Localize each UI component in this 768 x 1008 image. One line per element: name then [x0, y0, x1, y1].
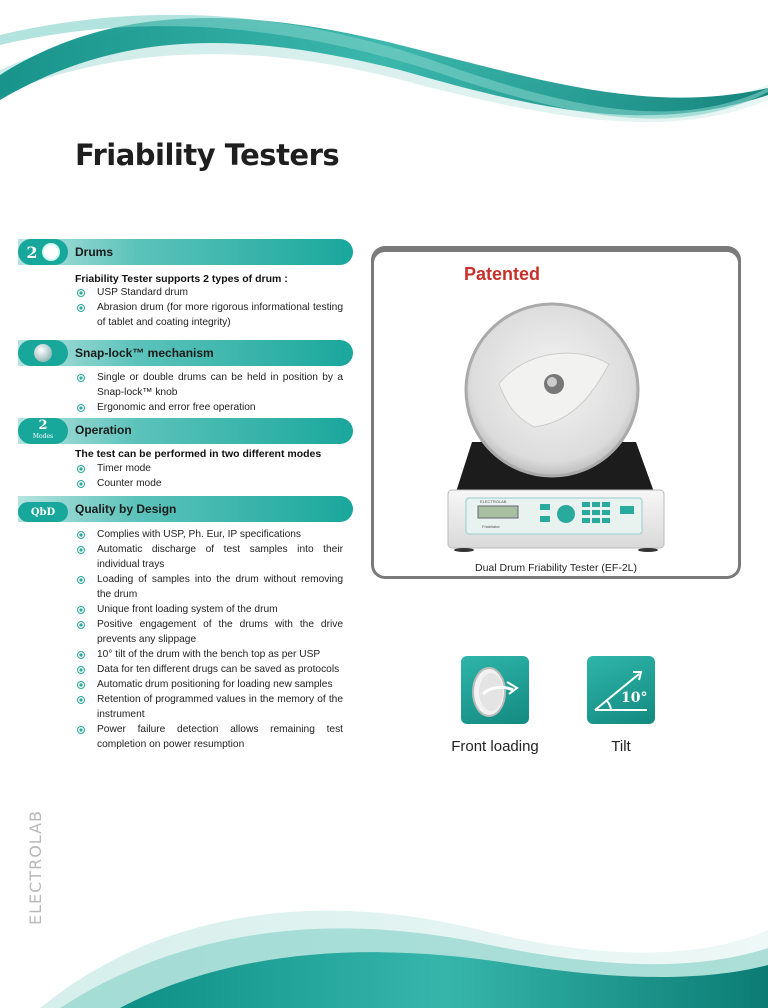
- tilt-degree-label: 10°: [621, 690, 648, 706]
- list-item: Automatic drum positioning for loading new samples: [75, 677, 343, 692]
- tilt-tile: [587, 656, 655, 724]
- product-caption: Dual Drum Friability Tester (EF-2L): [474, 562, 637, 574]
- operation-lead: The test can be performed in two different modes: [75, 448, 322, 460]
- operation-icon-sub: Modes: [32, 433, 54, 440]
- qbd-icon: QbD: [18, 502, 68, 522]
- drums-list: [75, 285, 343, 330]
- list-item: Single or double drums can be held in position by a Snap-lock™ knob: [75, 370, 343, 400]
- top-wave-decoration: [0, 0, 768, 150]
- list-item: Data for ten different drugs can be saved as protocols: [75, 662, 343, 677]
- list-item: Complies with USP, Ph. Eur, IP specifications: [75, 527, 343, 542]
- drums-types-icon: [18, 239, 68, 265]
- list-item: Automatic discharge of test samples into their individual trays: [75, 542, 343, 572]
- tilt-icon: [587, 656, 655, 724]
- front-loading-icon: [461, 656, 529, 724]
- list-item: Counter mode: [75, 476, 343, 491]
- drum-disc-icon: [42, 243, 60, 261]
- operation-modes-icon: [18, 418, 68, 444]
- operation-title: Operation: [75, 423, 132, 437]
- device-brand-label: ELECTROLAB: [480, 499, 507, 504]
- snaplock-knob-icon: [18, 340, 68, 366]
- patented-badge: Patented: [464, 264, 541, 284]
- snaplock-title: Snap-lock™ mechanism: [75, 346, 214, 360]
- list-item: Retention of programmed values in the memory of the instrument: [75, 692, 343, 722]
- operation-list: [75, 461, 343, 491]
- drums-title: Drums: [75, 245, 114, 259]
- list-item: Power failure detection allows remaining test completion on power resumption: [75, 722, 343, 752]
- operation-icon-number: 2: [38, 418, 48, 433]
- product-panel: [371, 246, 741, 579]
- list-item: Unique front loading system of the drum: [75, 602, 343, 617]
- list-item: 10° tilt of the drum with the bench top as per USP: [75, 647, 343, 662]
- brand-logo-text: ELECTROLAB: [26, 810, 45, 925]
- list-item: Loading of samples into the drum without removing the drum: [75, 572, 343, 602]
- drums-lead: Friability Tester supports 2 types of drum :: [75, 273, 288, 285]
- drums-header-bar: [18, 239, 353, 265]
- qbd-list: [75, 527, 343, 752]
- tilt-label: Tilt: [611, 738, 631, 755]
- qbd-header-bar: [18, 496, 353, 522]
- front-loading-label: Front loading: [451, 738, 539, 755]
- list-item: USP Standard drum: [75, 285, 343, 300]
- list-item: Positive engagement of the drums with the drive prevents any slippage: [75, 617, 343, 647]
- list-item: Ergonomic and error free operation: [75, 400, 343, 415]
- snaplock-list: [75, 370, 343, 415]
- friability-tester-image: [444, 292, 674, 552]
- operation-header-bar: [18, 418, 353, 444]
- device-model-label: Friabilator: [482, 524, 500, 529]
- bottom-wave-decoration: [0, 870, 768, 1008]
- page-title: Friability Testers: [75, 138, 340, 172]
- front-loading-tile: [461, 656, 529, 724]
- product-panel-inner: [374, 252, 738, 576]
- qbd-title: Quality by Design: [75, 502, 177, 516]
- list-item: Abrasion drum (for more rigorous informational testing of tablet and coating integrity): [75, 300, 343, 330]
- list-item: Timer mode: [75, 461, 343, 476]
- drums-icon-number: 2: [26, 242, 38, 262]
